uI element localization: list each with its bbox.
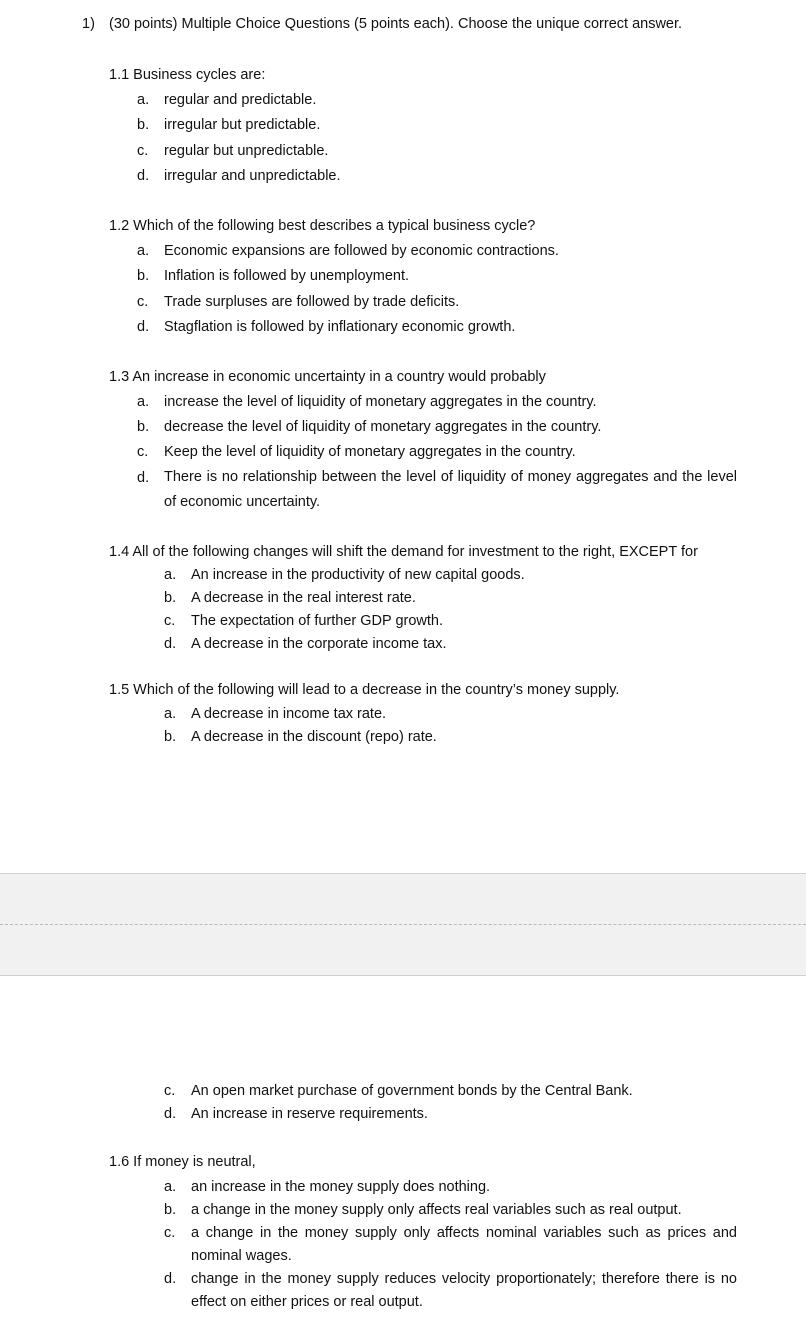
- option-text: An increase in reserve requirements.: [191, 1106, 428, 1122]
- option-text: regular but unpredictable.: [164, 143, 329, 159]
- document-page-bottom: [0, 976, 806, 1332]
- option-letter: b.: [137, 419, 150, 435]
- option-text: A decrease in the discount (repo) rate.: [191, 729, 437, 745]
- option-letter: b.: [164, 1202, 177, 1218]
- question-stem-1-3: 1.3 An increase in economic uncertainty in a country would probably: [109, 369, 546, 385]
- option-text: Trade surpluses are followed by trade deficits.: [164, 294, 460, 310]
- option-letter: b.: [164, 590, 177, 606]
- option-letter: c.: [137, 444, 149, 460]
- question-stem-1-5: 1.5 Which of the following will lead to a decrease in the country’s money supply.: [109, 682, 620, 698]
- option-text: An open market purchase of government bonds by the Central Bank.: [191, 1083, 633, 1099]
- question-stem-1-4: 1.4 All of the following changes will shift the demand for investment to the right, EXCEPT for: [109, 544, 698, 560]
- option-text: A decrease in income tax rate.: [191, 706, 387, 722]
- option-text: irregular and unpredictable.: [164, 168, 341, 184]
- question-stem-1-6: 1.6 If money is neutral,: [109, 1154, 256, 1170]
- option-text: irregular but predictable.: [164, 117, 321, 133]
- page-break-divider: [0, 924, 806, 925]
- option-letter: d.: [164, 636, 177, 652]
- option-text: There is no relationship between the level of liquidity of money aggregates and the level of economic uncertainty.: [164, 469, 737, 510]
- section-number: 1): [82, 16, 95, 32]
- option-letter: c.: [164, 1225, 176, 1241]
- option-text: An increase in the productivity of new capital goods.: [191, 567, 525, 583]
- option-text: a change in the money supply only affects real variables such as real output.: [191, 1202, 682, 1218]
- option-text: a change in the money supply only affects nominal variables such as prices and nominal wages.: [191, 1225, 737, 1264]
- option-text: Stagflation is followed by inflationary economic growth.: [164, 319, 516, 335]
- option-text: change in the money supply reduces velocity proportionately; therefore there is no effect on either prices or real output.: [191, 1271, 737, 1310]
- option-letter: d.: [137, 168, 150, 184]
- option-text: decrease the level of liquidity of monetary aggregates in the country.: [164, 419, 602, 435]
- option-text: increase the level of liquidity of monetary aggregates in the country.: [164, 394, 597, 410]
- option-letter: c.: [164, 1083, 176, 1099]
- option-text: Keep the level of liquidity of monetary aggregates in the country.: [164, 444, 576, 460]
- option-text: Economic expansions are followed by economic contractions.: [164, 243, 559, 259]
- option-text: Inflation is followed by unemployment.: [164, 268, 410, 284]
- option-letter: b.: [137, 268, 150, 284]
- option-letter: d.: [137, 470, 150, 486]
- question-stem-1-1: 1.1 Business cycles are:: [109, 67, 266, 83]
- option-letter: c.: [137, 294, 149, 310]
- option-letter: a.: [137, 394, 150, 410]
- option-letter: a.: [164, 706, 177, 722]
- section-title: (30 points) Multiple Choice Questions (5 points each). Choose the unique correct answer.: [109, 16, 683, 32]
- option-letter: d.: [137, 319, 150, 335]
- option-text: regular and predictable.: [164, 92, 317, 108]
- option-text: The expectation of further GDP growth.: [191, 613, 444, 629]
- option-letter: d.: [164, 1106, 177, 1122]
- option-letter: c.: [137, 143, 149, 159]
- option-letter: b.: [137, 117, 150, 133]
- section-heading: [82, 16, 682, 32]
- option-letter: a.: [164, 1179, 177, 1195]
- option-text: A decrease in the corporate income tax.: [191, 636, 447, 652]
- option-letter: d.: [164, 1271, 177, 1287]
- option-letter: a.: [137, 243, 150, 259]
- option-letter: a.: [137, 92, 150, 108]
- page-break-gap: [0, 873, 806, 976]
- option-letter: b.: [164, 729, 177, 745]
- option-text: A decrease in the real interest rate.: [191, 590, 416, 606]
- option-letter: a.: [164, 567, 177, 583]
- question-stem-1-2: 1.2 Which of the following best describes a typical business cycle?: [109, 218, 536, 234]
- option-text: an increase in the money supply does nothing.: [191, 1179, 491, 1195]
- option-letter: c.: [164, 613, 176, 629]
